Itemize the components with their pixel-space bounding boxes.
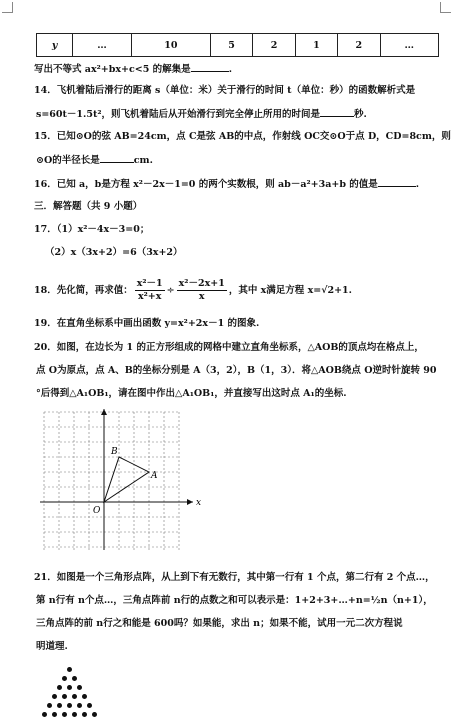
q15-line2 (36, 152, 153, 168)
table-cell: … (380, 34, 438, 57)
table-cell: 5 (210, 34, 252, 57)
q15-line1: 15．已知⊙O的弦 AB=24cm，点 C是弦 AB的中点，作射线 OC交⊙O于点 D，CD=8cm，则 (34, 131, 451, 142)
dot (72, 694, 77, 699)
dot (62, 676, 67, 681)
q13-line (34, 61, 232, 77)
q15-line2b: cm. (133, 155, 153, 166)
q18-line (34, 276, 352, 306)
dot (52, 694, 57, 699)
q20-line1: 20．如图，在边长为 1 的正方形组成的网格中建立直角坐标系，△AOB的顶点均在格点上， (34, 342, 424, 353)
q13-text: 写出不等式 ax²+bx+c<5 的解集是 (34, 64, 191, 75)
q16-end: . (415, 179, 420, 190)
crop-mark-top-right (440, 2, 451, 13)
dot (47, 703, 52, 708)
dot (72, 712, 77, 717)
point-b-label: B (111, 447, 118, 457)
dot (87, 703, 92, 708)
grid-svg (38, 408, 203, 553)
q18-prefix: 18．先化简，再求值： (34, 285, 133, 296)
q18-suffix: ，其中 x满足方程 x=√2+1. (228, 285, 352, 296)
q17-part2: （2）x（3x+2）=6（3x+2） (45, 247, 183, 258)
table-row (37, 34, 439, 57)
dot (77, 703, 82, 708)
q16-line (34, 176, 419, 192)
q21-line1: 21．如图是一个三角形点阵，从上到下有无数行，其中第一行有 1 个点，第二行有 2 个点…， (34, 572, 435, 583)
dot (62, 712, 67, 717)
answer-blank (320, 106, 354, 117)
answer-blank (100, 152, 134, 163)
section-heading: 三．解答题（共 9 小题） (34, 201, 143, 212)
value-table (36, 33, 439, 57)
dot (77, 685, 82, 690)
q16-text: 16．已知 a，b是方程 x²－2x－1=0 的两个实数根，则 ab－a²+3a+b 的值是 (34, 179, 378, 190)
fraction (177, 278, 227, 303)
table-cell: y (37, 34, 73, 57)
table-cell: 10 (131, 34, 210, 57)
point-a-label: A (151, 471, 158, 481)
fraction-denominator: x (198, 291, 205, 302)
q20-line3: °后得到△A₁OB₁，请在图中作出△A₁OB₁，并直接写出这时点 A₁的坐标. (36, 388, 347, 399)
dot (82, 694, 87, 699)
dot (67, 685, 72, 690)
crop-mark-top-left (2, 2, 13, 13)
triangle-aob (104, 457, 149, 502)
q13-end: . (228, 64, 232, 75)
dot (57, 685, 62, 690)
dot (67, 667, 72, 672)
origin-label: O (93, 506, 101, 516)
q14-line1: 14．飞机着陆后滑行的距离 s（单位：米）关于滑行的时间 t（单位：秒）的函数解析式是 (34, 85, 416, 96)
triangle-dot-pattern (40, 665, 100, 727)
table-cell: … (73, 34, 131, 57)
fraction-denominator: x²+x (137, 291, 162, 302)
q17-part1: 17．（1）x²－4x－3=0； (34, 224, 150, 235)
dot (62, 694, 67, 699)
dot (72, 676, 77, 681)
q14-line2-text: s=60t－1.5t²，则飞机着陆后从开始滑行到完全停止所用的时间是 (36, 109, 320, 120)
answer-blank (191, 61, 229, 72)
q15-line2a: ⊙O的半径长是 (36, 155, 100, 166)
fraction-numerator: x²－2x+1 (178, 278, 225, 289)
coordinate-grid-figure (38, 408, 203, 553)
dot (57, 703, 62, 708)
fraction-numerator: x²－1 (136, 278, 163, 289)
table-cell: 1 (295, 34, 337, 57)
x-axis-arrow (187, 499, 193, 505)
dot (67, 703, 72, 708)
fraction (135, 278, 165, 303)
q21-line2: 第 n行有 n个点…，三角点阵前 n行的点数之和可以表示是：1+2+3+…+n=½n（n+1）， (36, 595, 433, 606)
q21-line4: 明道理. (36, 641, 68, 652)
dot (52, 712, 57, 717)
table-cell: 2 (253, 34, 295, 57)
q21-line3: 三角点阵的前 n行之和能是 600吗？如果能，求出 n；如果不能，试用一元二次方程说 (36, 618, 403, 629)
q20-line2: 点 O为原点，点 A、B的坐标分别是 A（3，2），B（1，3）．将△AOB绕点 O逆时针旋转 90 (36, 365, 437, 376)
dot (42, 712, 47, 717)
x-axis-label: x (196, 498, 202, 508)
answer-blank (378, 176, 416, 187)
table-cell: 2 (338, 34, 380, 57)
dot (92, 712, 97, 717)
division-sign: ÷ (166, 285, 175, 296)
dot (82, 712, 87, 717)
q14-line2 (36, 106, 367, 122)
q19-line: 19．在直角坐标系中画出函数 y=x²+2x－1 的图象. (34, 318, 260, 329)
q14-end: 秒. (354, 109, 367, 120)
